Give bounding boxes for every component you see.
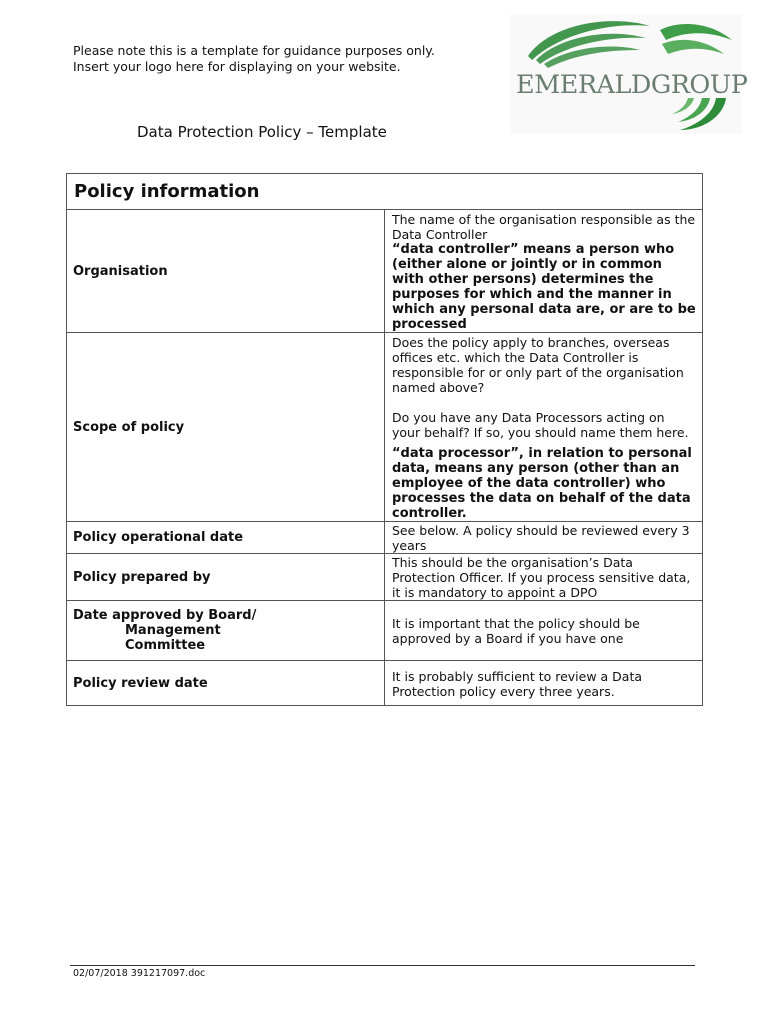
date-approved-label-line-3: Committee [125, 638, 206, 653]
row-label-review-date: Policy review date [67, 661, 385, 706]
data-processor-question: Do you have any Data Processors acting on your behalf? If so, you should name them here. [392, 410, 689, 440]
table-row [67, 333, 703, 522]
row-value-prepared-by: This should be the organisation’s Data Protection Officer. If you process sensitive data, it is mandatory to appoint a DPO [385, 554, 703, 601]
footer-divider [70, 965, 695, 966]
date-approved-label-line-2: Management [125, 623, 221, 638]
table-row [67, 210, 703, 333]
date-approved-label-line-1: Date approved by Board/ [73, 608, 257, 623]
table-row [67, 661, 703, 706]
table-row [67, 554, 703, 601]
organisation-guidance: The name of the organisation responsible as the Data Controller [392, 212, 696, 242]
footer-file-info: 02/07/2018 391217097.doc [73, 968, 206, 979]
guidance-note-line-2: Insert your logo here for displaying on your website. [73, 58, 401, 74]
row-label-organisation: Organisation [67, 210, 385, 333]
row-value-date-approved: It is important that the policy should be approved by a Board if you have one [385, 601, 703, 661]
table-row [67, 601, 703, 661]
row-value-organisation [385, 210, 703, 333]
table-heading: Policy information [67, 174, 703, 210]
logo-wordmark: EMERALDGROUP [516, 70, 748, 100]
row-label-prepared-by: Policy prepared by [67, 554, 385, 601]
guidance-note [73, 43, 435, 74]
guidance-note-line-1: Please note this is a template for guidance purposes only. [73, 43, 435, 58]
row-label-date-approved [67, 601, 385, 661]
table-header-row [67, 174, 703, 210]
row-value-review-date: It is probably sufficient to review a Data Protection policy every three years. [385, 661, 703, 706]
emerald-group-logo [510, 14, 748, 134]
data-controller-definition: “data controller” means a person who (either alone or jointly or in common with other persons) determines the purposes for which and the manner in which any personal data are, or are to be processed [392, 242, 696, 332]
data-processor-definition: “data processor”, in relation to personal data, means any person (other than an employee of the data controller) who processes the data on behalf of the data controller. [392, 446, 692, 521]
row-value-operational-date: See below. A policy should be reviewed every 3 years [385, 522, 703, 554]
table-row [67, 522, 703, 554]
document-title: Data Protection Policy – Template [137, 123, 387, 141]
row-label-scope: Scope of policy [67, 333, 385, 522]
policy-information-table [66, 173, 703, 706]
row-label-operational-date: Policy operational date [67, 522, 385, 554]
scope-guidance: Does the policy apply to branches, overseas offices etc. which the Data Controller is responsible for or only part of the organisation named above? [392, 335, 684, 395]
row-value-scope [385, 333, 703, 522]
